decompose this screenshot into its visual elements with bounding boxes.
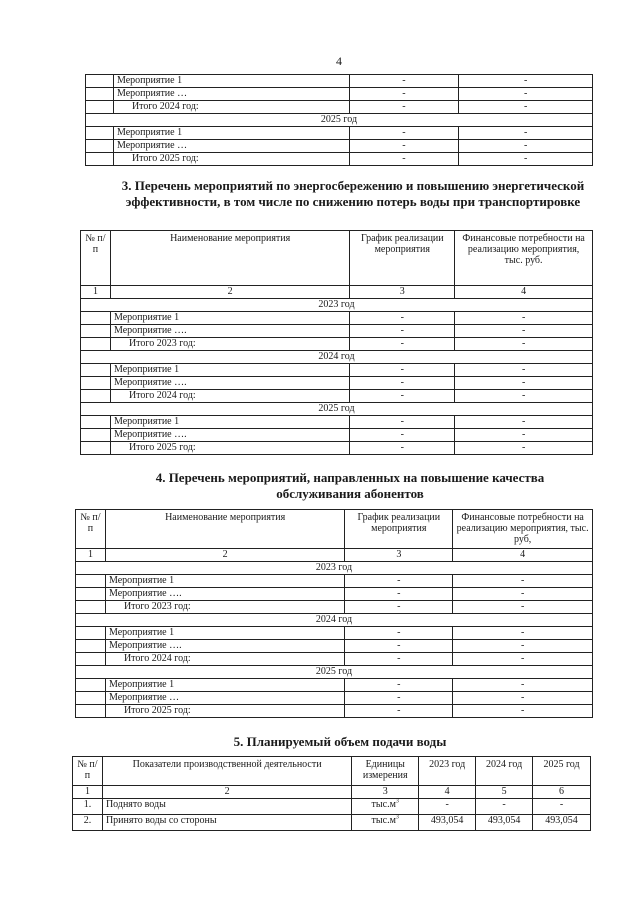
section5-table: [72, 756, 591, 831]
header-row: № п/п Показатели производственной деятельности Единицы измерения 2023 год 2024 год 2025 год: [73, 757, 591, 786]
header-row: № п/п Наименование мероприятия График реализации мероприятия Финансовые потребности на реализацию мероприятия, тыс. руб,: [76, 510, 593, 549]
year-row: 2023 год: [76, 562, 593, 575]
year-row: 2024 год: [81, 351, 593, 364]
table-row: Мероприятие …. - -: [81, 429, 593, 442]
table-row: Итого 2024 год: - -: [76, 653, 593, 666]
table-row: Мероприятие 1 - -: [76, 575, 593, 588]
table-row: Мероприятие …. - -: [76, 640, 593, 653]
section3-table: [80, 230, 593, 455]
page-number: 4: [336, 54, 342, 68]
year-row: 2023 год: [81, 299, 593, 312]
table-row: 1. Поднято воды $тыс.м^3$ - - -: [73, 799, 591, 815]
section5-title: 5. Планируемый объем подачи воды: [233, 734, 447, 749]
table-row: Итого 2023 год: - -: [76, 601, 593, 614]
table-row: Мероприятие … - -: [76, 692, 593, 705]
table-row: Мероприятие … - -: [86, 88, 593, 101]
table-row: 2. Принято воды со стороны $тыс.м^3$ 493,054 493,054 493,054: [73, 815, 591, 831]
year-row: 2025 год: [81, 403, 593, 416]
table-row: Мероприятие 1 - -: [86, 127, 593, 140]
table-row: Мероприятие 1 - -: [81, 364, 593, 377]
table-row: Мероприятие 1 - -: [86, 75, 593, 88]
column-numbers-row: 1 2 3 4 5 6: [73, 786, 591, 799]
table-row: Итого 2025 год: - -: [86, 153, 593, 166]
table-row: Итого 2025 год: - -: [81, 442, 593, 455]
table-row: Мероприятие …. - -: [76, 588, 593, 601]
table-row: Мероприятие …. - -: [81, 377, 593, 390]
table-row: Мероприятие 1 - -: [81, 312, 593, 325]
table-row: Мероприятие 1 - -: [76, 679, 593, 692]
table-row: Итого 2024 год: - -: [86, 101, 593, 114]
section3-title: 3. Перечень мероприятий по энергосбережению и повышению энергетической эффективности, в том числе по снижению потерь воды при транспортировке: [121, 178, 585, 209]
section4-table: [75, 509, 593, 718]
section4-title: 4. Перечень мероприятий, направленных на повышение качества обслуживания абонентов: [155, 470, 545, 501]
column-numbers-row: 1 2 3 4: [76, 549, 593, 562]
year-row: 2024 год: [76, 614, 593, 627]
table-row: Мероприятие …. - -: [81, 325, 593, 338]
table-row: Итого 2023 год: - -: [81, 338, 593, 351]
table-row: Мероприятие … - -: [86, 140, 593, 153]
year-row: 2025 год: [86, 114, 593, 127]
table-row: Мероприятие 1 - -: [81, 416, 593, 429]
top-table: [85, 74, 593, 166]
year-row: 2025 год: [76, 666, 593, 679]
table-row: Итого 2024 год: - -: [81, 390, 593, 403]
table-row: Итого 2025 год: - -: [76, 705, 593, 718]
table-row: Мероприятие 1 - -: [76, 627, 593, 640]
header-row: № п/п Наименование мероприятия График реализации мероприятия Финансовые потребности на реализацию мероприятия, тыс. руб.: [81, 231, 593, 286]
column-numbers-row: 1 2 3 4: [81, 286, 593, 299]
